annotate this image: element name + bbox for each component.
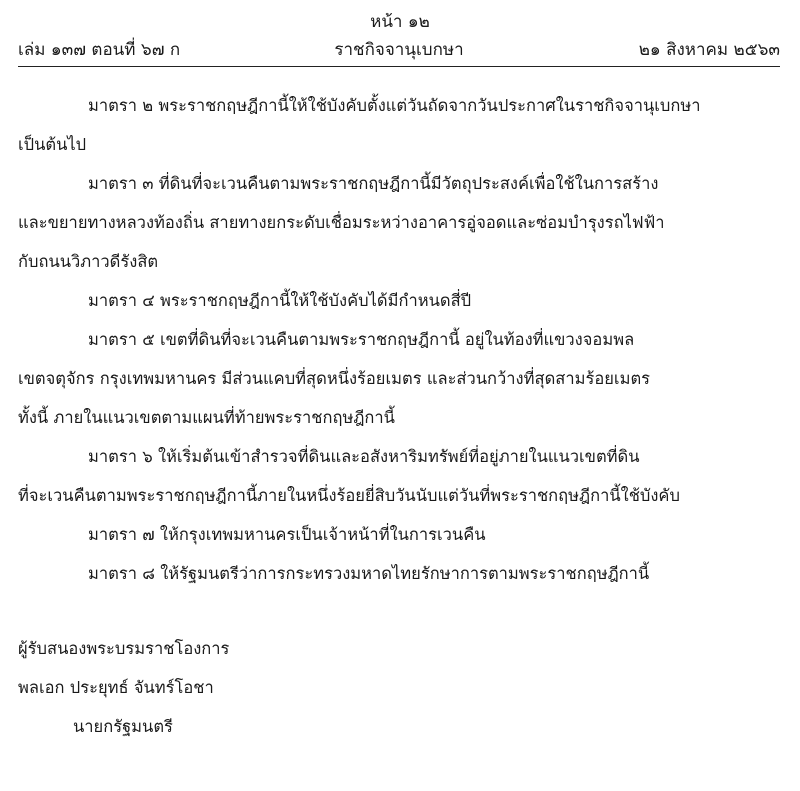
document-body [18,86,780,746]
section-line: มาตรา ๒ พระราชกฤษฎีกานี้ให้ใช้บังคับตั้งแต่วันถัดจากวันประกาศในราชกิจจานุเบกษา [88,96,701,115]
section-3 [18,164,780,281]
section-6 [18,437,780,515]
header-divider [18,66,780,67]
gazette-title: ราชกิจจานุเบกษา [334,40,464,60]
section-line: มาตรา ๓ ที่ดินที่จะเวนคืนตามพระราชกฤษฎีกานี้มีวัตถุประสงค์เพื่อใช้ในการสร้าง [88,174,659,193]
section-line: มาตรา ๗ ให้กรุงเทพมหานครเป็นเจ้าหน้าที่ในการเวนคืน [88,525,486,544]
section-line: ทั้งนี้ ภายในแนวเขตตามแผนที่ท้ายพระราชกฤษฎีกานี้ [18,408,395,427]
countersign-label: ผู้รับสนองพระบรมราชโองการ [18,639,230,658]
section-5 [18,320,780,437]
spacer [18,593,780,629]
section-line: มาตรา ๘ ให้รัฐมนตรีว่าการกระทรวงมหาดไทยรักษาการตามพระราชกฤษฎีกานี้ [88,564,650,583]
section-line: มาตรา ๕ เขตที่ดินที่จะเวนคืนตามพระราชกฤษฎีกานี้ อยู่ในท้องที่แขวงจอมพล [88,330,635,349]
section-line: มาตรา ๔ พระราชกฤษฎีกานี้ให้ใช้บังคับได้มีกำหนดสี่ปี [88,291,472,310]
section-4 [18,281,780,320]
section-line: มาตรา ๖ ให้เริ่มต้นเข้าสำรวจที่ดินและอสังหาริมทรัพย์ที่อยู่ภายในแนวเขตที่ดิน [88,447,640,466]
section-line: เป็นต้นไป [18,135,87,154]
section-7 [18,515,780,554]
section-line: และขยายทางหลวงท้องถิ่น สายทางยกระดับเชื่อมระหว่างอาคารอู่จอดและซ่อมบำรุงรถไฟฟ้า [18,213,665,232]
volume-issue: เล่ม ๑๓๗ ตอนที่ ๖๗ ก [18,40,181,60]
section-2 [18,86,780,164]
page-number: หน้า ๑๒ [370,12,430,32]
section-line: กับถนนวิภาวดีรังสิต [18,252,159,271]
gazette-header [18,36,780,64]
section-line: เขตจตุจักร กรุงเทพมหานคร มีส่วนแคบที่สุดหนึ่งร้อยเมตร และส่วนกว้างที่สุดสามร้อยเมตร [18,369,651,388]
signatory-title: นายกรัฐมนตรี [73,717,173,736]
section-line: ที่จะเวนคืนตามพระราชกฤษฎีกานี้ภายในหนึ่งร้อยยี่สิบวันนับแต่วันที่พระราชกฤษฎีกานี้ใช้บังคับ [18,486,680,505]
signature-block [18,629,780,746]
publication-date: ๒๑ สิงหาคม ๒๕๖๓ [638,40,780,60]
section-8 [18,554,780,593]
signatory-name: พลเอก ประยุทธ์ จันทร์โอชา [18,678,214,697]
